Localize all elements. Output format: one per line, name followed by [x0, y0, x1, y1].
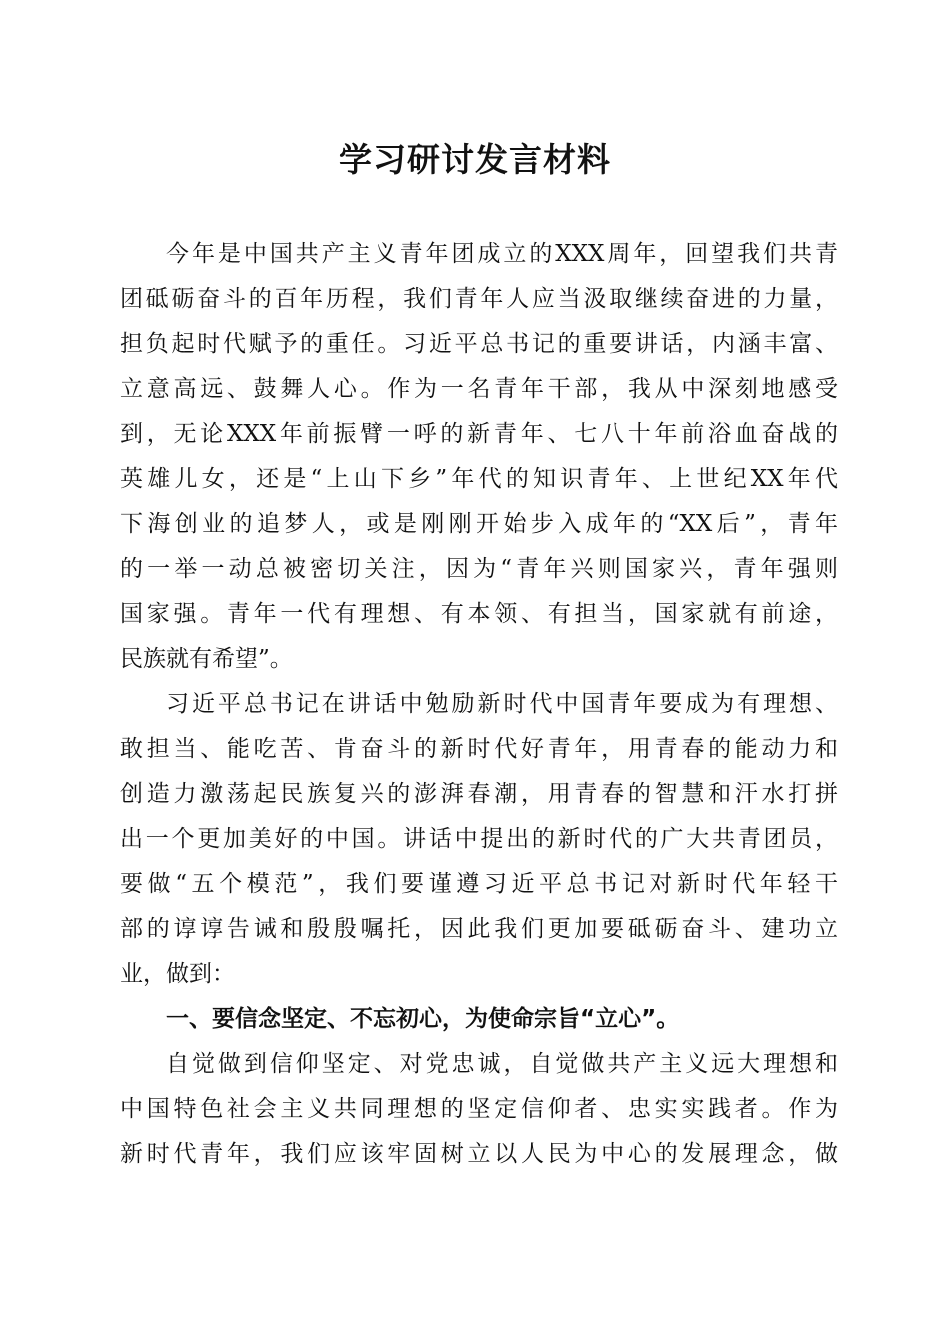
paragraph-1-line-7: 下海创业的追梦人，或是刚刚开始步入成年的“XX后”，青年 — [120, 511, 838, 537]
paragraph-1-line-3: 担负起时代赋予的重任。习近平总书记的重要讲话，内涵丰富、 — [120, 331, 838, 357]
paragraph-1-line-2: 团砥砺奋斗的百年历程，我们青年人应当汲取继续奋进的力量， — [120, 286, 838, 312]
paragraph-2-line-4: 出一个更加美好的中国。讲话中提出的新时代的广大共青团员， — [120, 826, 838, 852]
paragraph-1-line-10: 民族就有希望”。 — [120, 646, 293, 672]
section-heading-1: 一、要信念坚定、不忘初心，为使命宗旨“立心”。 — [166, 1006, 680, 1032]
paragraph-2-line-1: 习近平总书记在讲话中勉励新时代中国青年要成为有理想、 — [166, 691, 838, 717]
paragraph-3-line-3: 新时代青年，我们应该牢固树立以人民为中心的发展理念，做 — [120, 1141, 838, 1167]
paragraph-2-line-6: 部的谆谆告诫和殷殷嘱托，因此我们更加要砥砺奋斗、建功立 — [120, 916, 838, 942]
document-body — [120, 232, 838, 1177]
paragraph-1-line-9: 国家强。青年一代有理想、有本领、有担当，国家就有前途， — [120, 601, 838, 627]
paragraph-1-line-8: 的一举一动总被密切关注，因为“青年兴则国家兴，青年强则 — [120, 556, 838, 582]
paragraph-2-line-5: 要做“五个模范”，我们要谨遵习近平总书记对新时代年轻干 — [120, 871, 838, 897]
document-title: 学习研讨发言材料 — [339, 140, 611, 179]
paragraph-3-line-1: 自觉做到信仰坚定、对党忠诚，自觉做共产主义远大理想和 — [166, 1051, 838, 1077]
paragraph-2-line-7: 业，做到： — [120, 961, 235, 987]
paragraph-1-line-6: 英雄儿女，还是“上山下乡”年代的知识青年、上世纪XX年代 — [120, 466, 838, 492]
paragraph-1-line-1: 今年是中国共产主义青年团成立的XXX周年，回望我们共青 — [166, 241, 838, 267]
paragraph-2-line-2: 敢担当、能吃苦、肯奋斗的新时代好青年，用青春的能动力和 — [120, 736, 838, 762]
paragraph-2-line-3: 创造力激荡起民族复兴的澎湃春潮，用青春的智慧和汗水打拼 — [120, 781, 838, 807]
paragraph-1-line-4: 立意高远、鼓舞人心。作为一名青年干部，我从中深刻地感受 — [120, 376, 838, 402]
paragraph-3-line-2: 中国特色社会主义共同理想的坚定信仰者、忠实实践者。作为 — [120, 1096, 838, 1122]
paragraph-1-line-5: 到，无论XXX年前振臂一呼的新青年、七八十年前浴血奋战的 — [120, 421, 838, 447]
